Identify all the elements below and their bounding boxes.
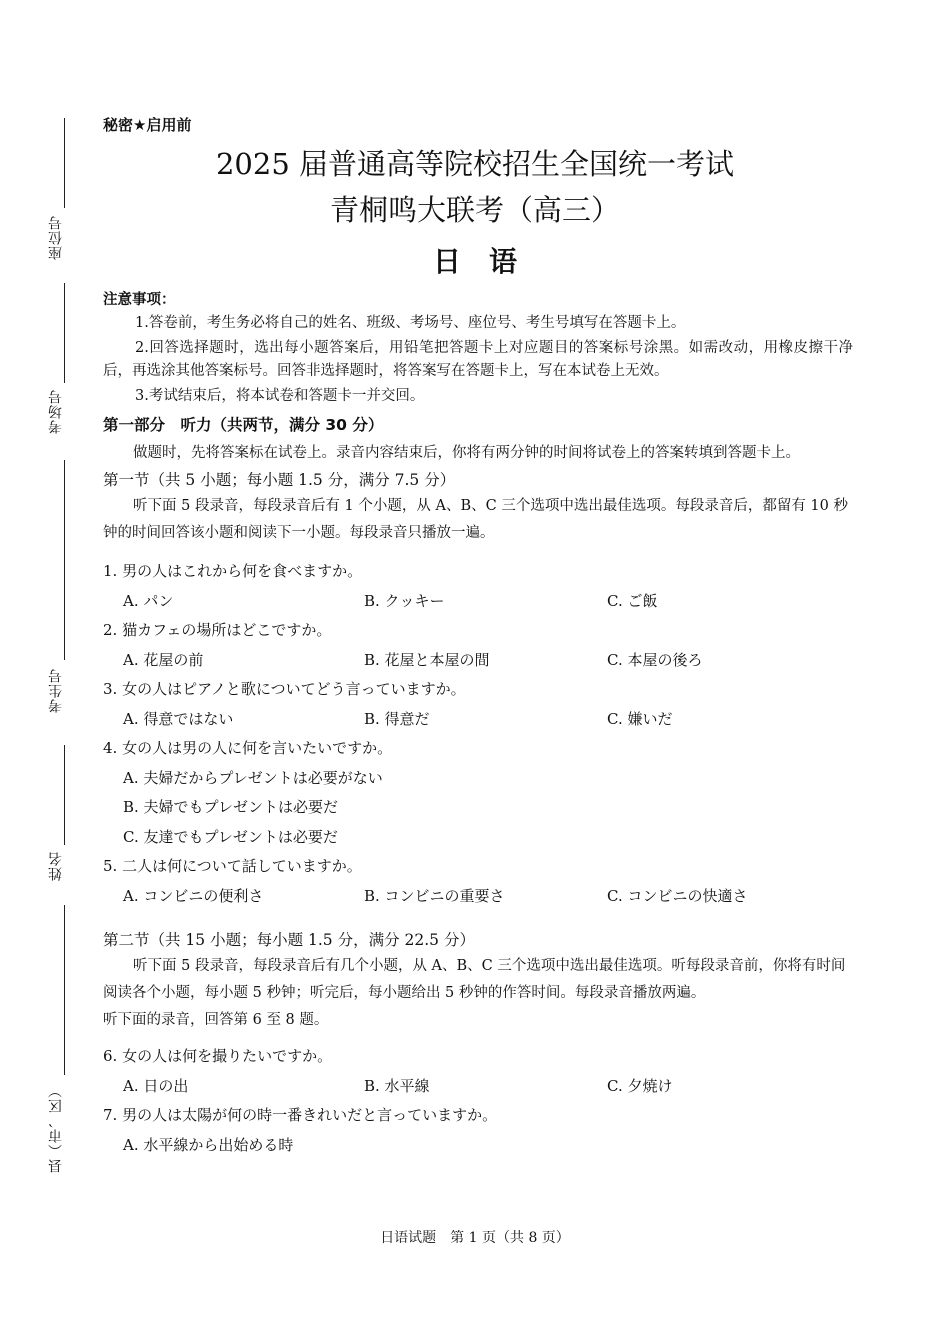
option-a: A. 花屋の前 [123,650,204,669]
options-2 [103,646,853,676]
section1-intro: 听下面 5 段录音，每段录音后有 1 个小题，从 A、B、C 三个选项中选出最佳选项。每段录音后，都留有 10 秒钟的时间回答该小题和阅读下一小题。每段录音只播放一遍。 [103,498,848,541]
option-c: C. ご飯 [607,591,658,610]
question-3: 3. 女の人はピアノと歌についてどう言っていますか。 [103,680,466,698]
county-label: 县（市、区） [48,1083,64,1173]
page-footer: 日语试题 第 1 页（共 8 页） [380,1230,570,1246]
margin-line [64,905,65,1075]
note-item: 1.答卷前，考生务必将自己的姓名、班级、考场号、座位号、考生号填写在答题卡上。 [135,315,686,331]
margin-line [64,745,65,845]
option-c: C. 本屋の後ろ [607,650,703,669]
margin-line [64,118,65,208]
exam-number-label: 考生号 [48,668,64,714]
option-c: C. 夕焼け [607,1076,673,1095]
exam-content [103,289,853,1160]
seat-label: 座位号 [48,215,64,261]
room-label: 考场号 [48,389,64,435]
margin-line [64,283,65,383]
options-3 [103,705,853,735]
option-a: A. 夫婦だからプレゼントは必要がない [123,768,383,787]
option-b: B. 水平線 [364,1076,430,1095]
question-5: 5. 二人は何について話していますか。 [103,857,362,875]
option-c: C. 友達でもプレゼントは必要だ [123,827,338,846]
option-c: C. コンビニの快適さ [607,886,748,905]
subject-title: 日语 [432,245,545,278]
note-item: 3.考试结束后，将本试卷和答题卡一并交回。 [135,388,425,404]
question-7: 7. 男の人は太陽が何の時一番きれいだと言っていますか。 [103,1106,498,1124]
option-b: B. 得意だ [364,709,430,728]
confidential-mark: 秘密★启用前 [103,116,192,134]
margin-line [64,460,65,660]
section1-title: 第一节（共 5 小题；每小题 1.5 分，满分 7.5 分） [103,471,456,489]
option-a: A. パン [123,591,174,610]
option-a: A. コンビニの便利さ [123,886,264,905]
exam-subtitle: 青桐鸣大联考（高三） [329,193,620,227]
option-b: B. 夫婦でもプレゼントは必要だ [123,798,338,816]
note-item: 2.回答选择题时，选出每小题答案后，用铅笔把答题卡上对应题目的答案标号涂黑。如需改动，用橡皮擦干净后，再选涂其他答案标号。回答非选择题时，将答案写在答题卡上，写在本试卷上无效。 [103,340,853,379]
section2-intro-2: 听下面的录音，回答第 6 至 8 题。 [103,1012,329,1028]
option-a: A. 日の出 [123,1076,189,1095]
question-4: 4. 女の人は男の人に何を言いたいですか。 [103,739,393,757]
option-b: B. コンビニの重要さ [364,886,505,905]
notes-title: 注意事项： [103,292,176,308]
options-6 [103,1072,853,1102]
exam-title: 2025 届普通高等院校招生全国统一考试 [215,147,735,181]
part1-intro: 做题时，先将答案标在试卷上。录音内容结束后，你将有两分钟的时间将试卷上的答案转填到答题卡上。 [133,445,800,461]
options-5 [103,882,853,912]
options-1 [103,587,853,617]
name-label: 姓名 [48,851,64,881]
option-c: C. 嫌いだ [607,709,673,728]
option-a: A. 得意ではない [123,709,234,728]
option-a: A. 水平線から出始める時 [123,1135,294,1154]
section2-intro: 听下面 5 段录音，每段录音后有几个小题，从 A、B、C 三个选项中选出最佳选项。听每段录音前，你将有时间阅读各个小题，每小题 5 秒钟；听完后，每小题给出 5 秒钟的作答时间。每段录音播放两遍。 [103,958,846,1001]
section2-title: 第二节（共 15 小题；每小题 1.5 分，满分 22.5 分） [103,931,475,949]
option-b: B. 花屋と本屋の間 [364,650,490,669]
question-1: 1. 男の人はこれから何を食べますか。 [103,562,363,580]
question-6: 6. 女の人は何を撮りたいですか。 [103,1047,333,1065]
part1-title: 第一部分 听力（共两节，满分 30 分） [103,416,384,434]
question-2: 2. 猫カフェの場所はどこですか。 [103,621,332,639]
option-b: B. クッキー [364,591,445,610]
